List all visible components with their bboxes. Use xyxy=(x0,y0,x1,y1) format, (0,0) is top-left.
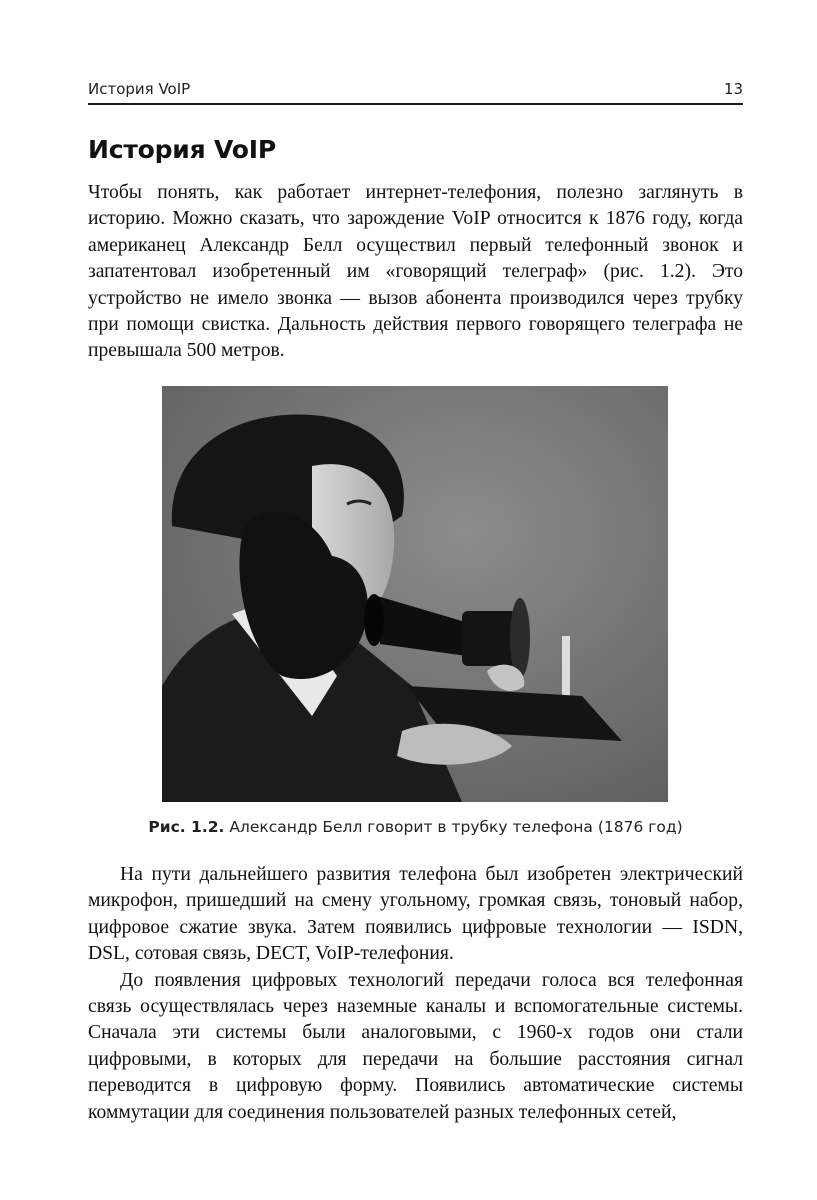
section-title: История VoIP xyxy=(88,135,276,164)
paragraph: До появления цифровых технологий передачи голоса вся телефонная связь осуществлялась через наземные каналы и вспомогательные системы. Сначала эти системы были аналоговыми, с 1960-х годов они стали цифровыми, в которых для передачи на большие расстояния сигнал переводится в цифровую форму. Появились автоматические системы коммутации для соединения пользователей разных телефонных сетей, xyxy=(88,969,743,1123)
running-head-title: История VoIP xyxy=(88,80,191,98)
bell-telephone-photo xyxy=(162,386,668,802)
paragraph: Чтобы понять, как работает интернет-телефония, полезно заглянуть в историю. Можно сказать, что зарождение VoIP относится к 1876 году, когда американец Александр Белл осуществил первый телефонный звонок и запатентовал изобретенный им «говорящий телеграф» (рис. 1.2). Это устройство не имело звонка — вызов абонента производился через трубку при помощи свистка. Дальность действия первого говорящего телеграфа не превышала 500 метров. xyxy=(88,182,743,362)
figure-photo xyxy=(162,386,668,802)
continuation-text xyxy=(88,862,743,1126)
intro-text xyxy=(88,180,743,365)
header-rule xyxy=(88,103,743,105)
running-head xyxy=(88,78,743,100)
figure-caption xyxy=(88,818,743,836)
paragraph: На пути дальнейшего развития телефона был изобретен электрический микрофон, пришедший на смену угольному, громкая связь, тоновый набор, цифровое сжатие звука. Затем появились цифровые технологии — ISDN, DSL, сотовая связь, DECT, VoIP-телефония. xyxy=(88,864,743,965)
figure-caption-text: Александр Белл говорит в трубку телефона (1876 год) xyxy=(229,818,683,836)
page-number: 13 xyxy=(723,80,743,98)
figure-label: Рис. 1.2. xyxy=(148,818,225,836)
